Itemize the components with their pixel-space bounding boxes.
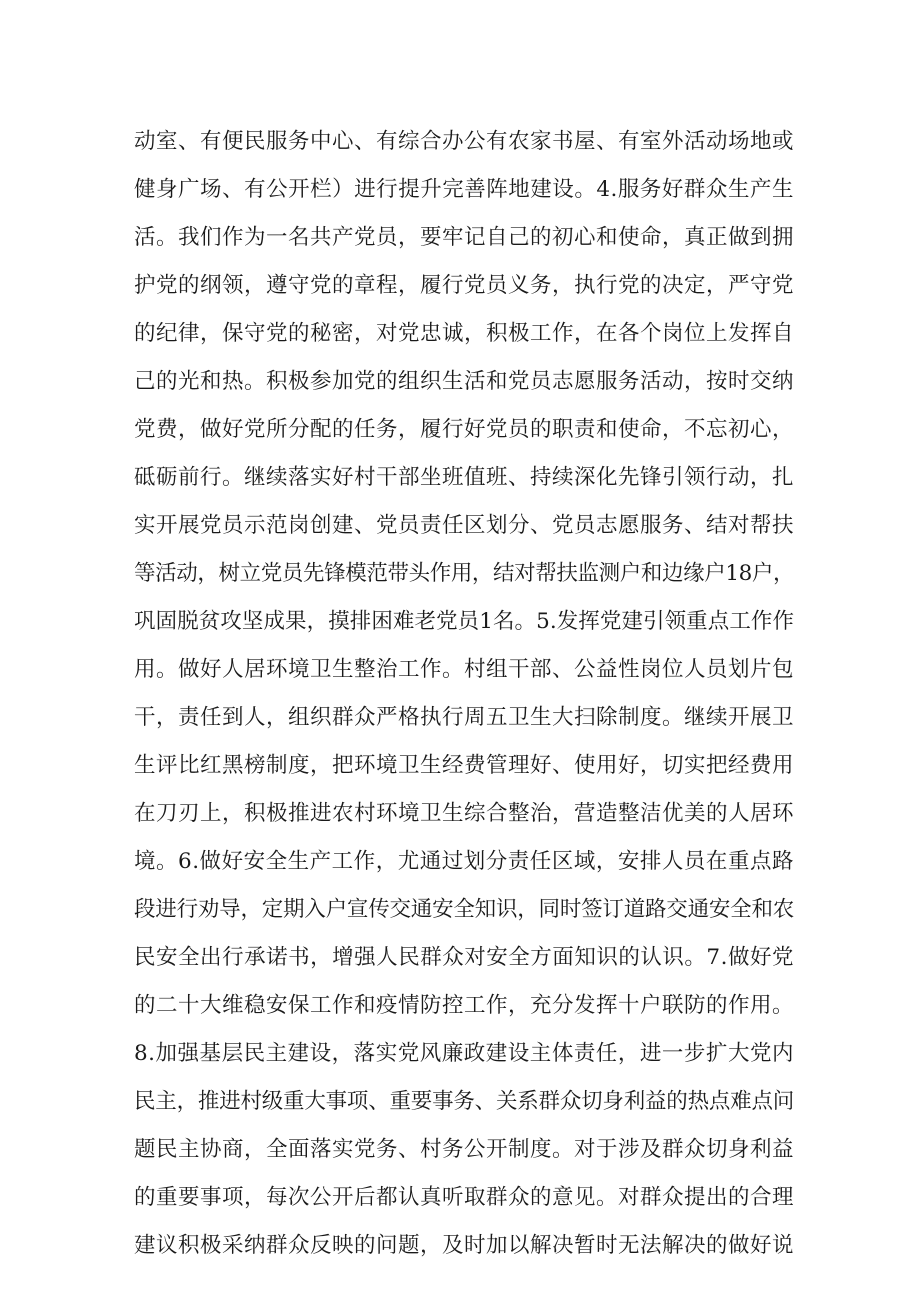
text-line: 动室、有便民服务中心、有综合办公有农家书屋、有室外活动场地或 xyxy=(134,129,795,154)
text-line: 砥砺前行。继续落实好村干部坐班值班、持续深化先锋引领行动，扎 xyxy=(134,465,795,490)
text-line: 段进行劝导，定期入户宣传交通安全知识，同时签订道路交通安全和农 xyxy=(134,897,794,922)
text-line: 题民主协商，全面落实党务、村务公开制度。对于涉及群众切身利益 xyxy=(134,1137,795,1162)
text-line: 实开展党员示范岗创建、党员责任区划分、党员志愿服务、结对帮扶 xyxy=(134,513,795,538)
text-line: 民安全出行承诺书，增强人民群众对安全方面知识的认识。7.做好党 xyxy=(134,945,794,970)
text-line: 生评比红黑榜制度，把环境卫生经费管理好、使用好，切实把经费用 xyxy=(134,753,795,778)
text-line: 的重要事项，每次公开后都认真听取群众的意见。对群众提出的合理 xyxy=(134,1185,795,1210)
text-line: 己的光和热。积极参加党的组织生活和党员志愿服务活动，按时交纳 xyxy=(134,369,795,394)
text-line: 建议积极采纳群众反映的问题，及时加以解决暂时无法解决的做好说 xyxy=(134,1233,795,1258)
text-line: 等活动，树立党员先锋模范带头作用，结对帮扶监测户和边缘户18户， xyxy=(134,561,794,586)
text-line: 在刀刃上，积极推进农村环境卫生综合整治，营造整洁优美的人居环 xyxy=(134,801,795,826)
text-line: 健身广场、有公开栏）进行提升完善阵地建设。4.服务好群众生产生 xyxy=(134,177,794,202)
body-text xyxy=(134,118,794,1270)
text-line: 干，责任到人，组织群众严格执行周五卫生大扫除制度。继续开展卫 xyxy=(134,705,795,730)
text-line: 的纪律，保守党的秘密，对党忠诚，积极工作，在各个岗位上发挥自 xyxy=(134,321,795,346)
text-line: 巩固脱贫攻坚成果，摸排困难老党员1名。5.发挥党建引领重点工作作 xyxy=(134,609,794,634)
text-line: 护党的纲领，遵守党的章程，履行党员义务，执行党的决定，严守党 xyxy=(134,273,795,298)
text-line: 党费，做好党所分配的任务，履行好党员的职责和使命，不忘初心， xyxy=(134,417,795,442)
text-line: 的二十大维稳安保工作和疫情防控工作，充分发挥十户联防的作用。 xyxy=(134,993,795,1018)
text-line: 境。6.做好安全生产工作，尤通过划分责任区域，安排人员在重点路 xyxy=(134,849,794,874)
text-line: 8.加强基层民主建设，落实党风廉政建设主体责任，进一步扩大党内 xyxy=(134,1041,794,1066)
text-line: 活。我们作为一名共产党员，要牢记自己的初心和使命，真正做到拥 xyxy=(134,225,795,250)
text-line: 用。做好人居环境卫生整治工作。村组干部、公益性岗位人员划片包 xyxy=(134,657,795,682)
text-line: 民主，推进村级重大事项、重要事务、关系群众切身利益的热点难点问 xyxy=(134,1089,794,1114)
